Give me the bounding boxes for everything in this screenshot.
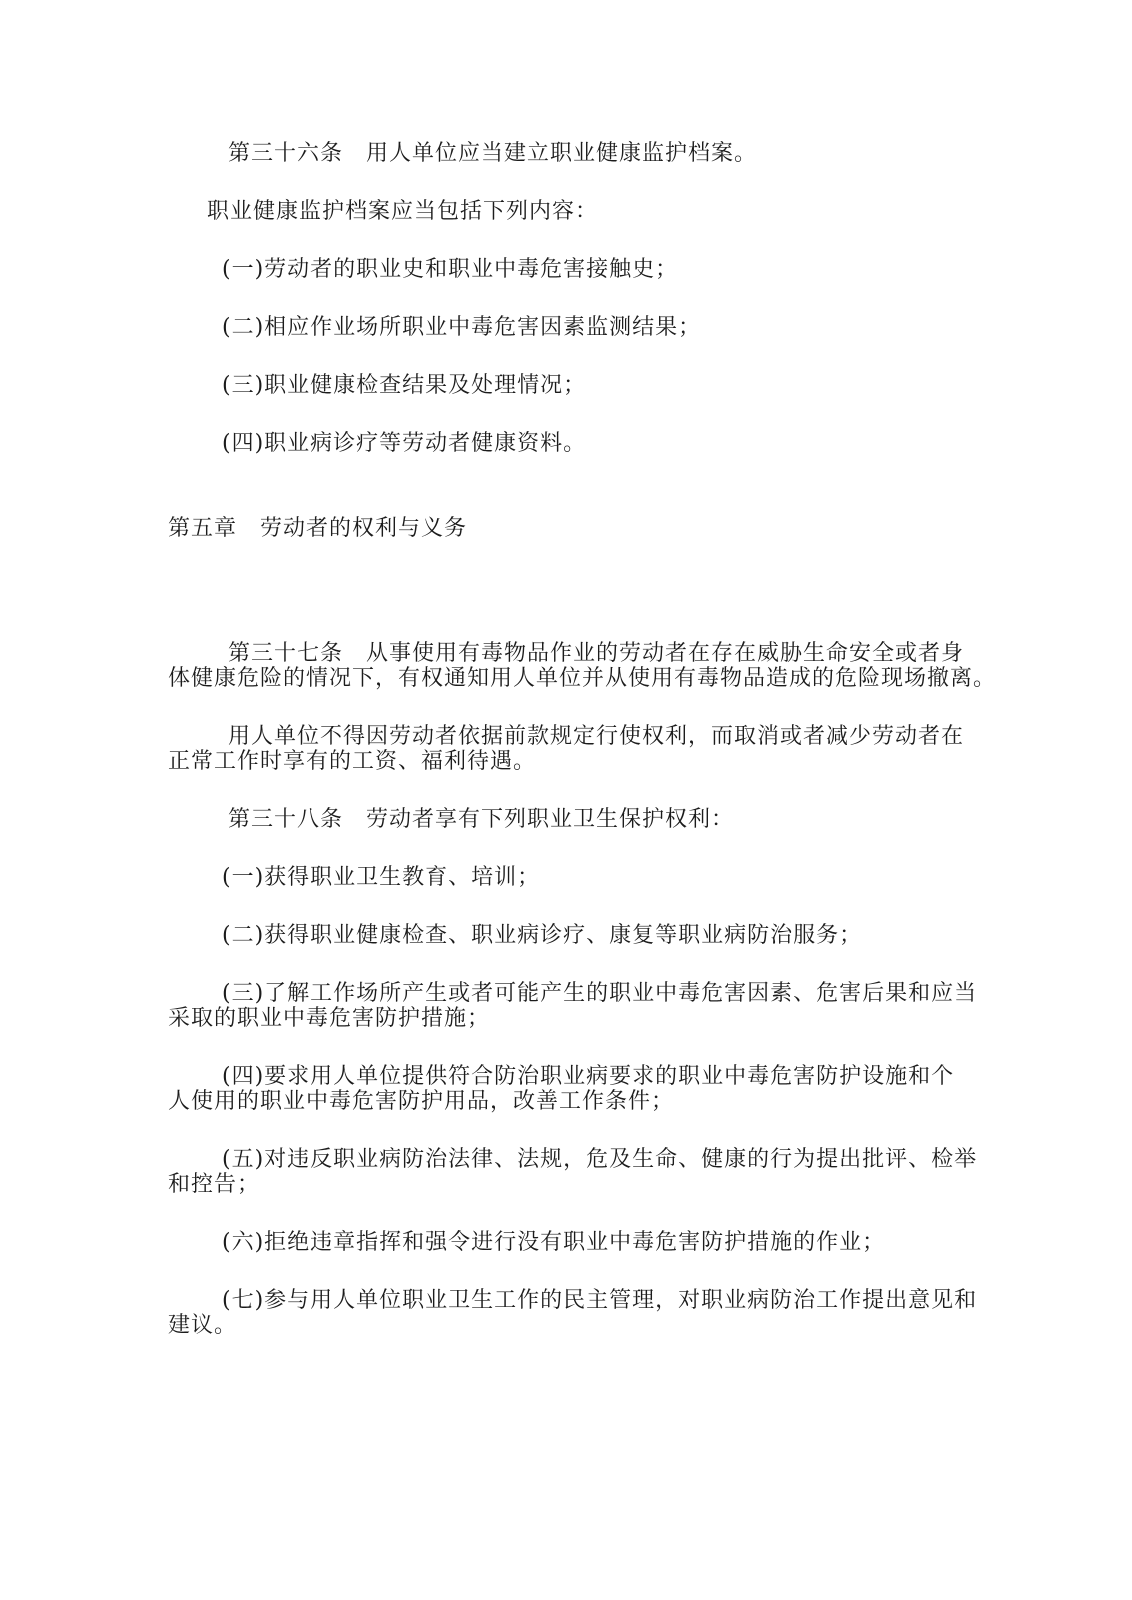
list-item-1 <box>168 865 978 890</box>
list-item-3 <box>168 373 978 398</box>
list-item-3 <box>168 981 978 1031</box>
list-item-4 <box>168 431 978 456</box>
paragraph-line: (四)要求用人单位提供符合防治职业病要求的职业中毒危害防护设施和个 <box>222 1064 955 1089</box>
paragraph-line: (二)相应作业场所职业中毒危害因素监测结果； <box>222 315 702 340</box>
paragraph-line: (四)职业病诊疗等劳动者健康资料。 <box>222 431 587 456</box>
paragraph-line: 第三十七条 从事使用有毒物品作业的劳动者在存在威胁生命安全或者身 <box>228 641 965 666</box>
paragraph-line: (一)劳动者的职业史和职业中毒危害接触史； <box>222 257 679 282</box>
list-item-2 <box>168 923 978 948</box>
paragraph-line: 和控告； <box>168 1172 261 1197</box>
paragraph-line: (五)对违反职业病防治法律、法规，危及生命、健康的行为提出批评、检举 <box>222 1147 978 1172</box>
chapter-heading <box>168 516 978 541</box>
chapter-heading-line: 第五章 劳动者的权利与义务 <box>168 516 468 541</box>
paragraph-line: 用人单位不得因劳动者依据前款规定行使权利，而取消或者减少劳动者在 <box>228 724 965 749</box>
paragraph-line: 人使用的职业中毒危害防护用品，改善工作条件； <box>168 1089 675 1114</box>
paragraph-line: 体健康危险的情况下，有权通知用人单位并从使用有毒物品造成的危险现场撤离。 <box>168 666 997 691</box>
paragraph-line: (三)职业健康检查结果及处理情况； <box>222 373 587 398</box>
paragraph-line: 职业健康监护档案应当包括下列内容： <box>207 199 599 224</box>
paragraph-line: 采取的职业中毒危害防护措施； <box>168 1006 491 1031</box>
list-item-2 <box>168 315 978 340</box>
paragraph-line: (一)获得职业卫生教育、培训； <box>222 865 541 890</box>
list-item-5 <box>168 1147 978 1197</box>
paragraph-line: (三)了解工作场所产生或者可能产生的职业中毒危害因素、危害后果和应当 <box>222 981 978 1006</box>
list-item-6 <box>168 1230 978 1255</box>
list-item-7 <box>168 1288 978 1338</box>
paragraph-body <box>168 199 978 224</box>
paragraph-body <box>168 724 978 774</box>
paragraph-line: 建议。 <box>168 1313 238 1338</box>
paragraph-line: 第三十六条 用人单位应当建立职业健康监护档案。 <box>228 141 758 166</box>
paragraph-line: 正常工作时享有的工资、福利待遇。 <box>168 749 537 774</box>
list-item-1 <box>168 257 978 282</box>
paragraph-line: (七)参与用人单位职业卫生工作的民主管理，对职业病防治工作提出意见和 <box>222 1288 978 1313</box>
paragraph-line: (二)获得职业健康检查、职业病诊疗、康复等职业病防治服务； <box>222 923 863 948</box>
paragraph-line: (六)拒绝违章指挥和强令进行没有职业中毒危害防护措施的作业； <box>222 1230 886 1255</box>
paragraph-line: 第三十八条 劳动者享有下列职业卫生保护权利： <box>228 807 735 832</box>
paragraph-article-38 <box>168 807 978 832</box>
list-item-4 <box>168 1064 978 1114</box>
paragraph-article-36 <box>168 141 978 166</box>
document-text-block <box>168 141 997 1371</box>
paragraph-article-37 <box>168 641 997 691</box>
